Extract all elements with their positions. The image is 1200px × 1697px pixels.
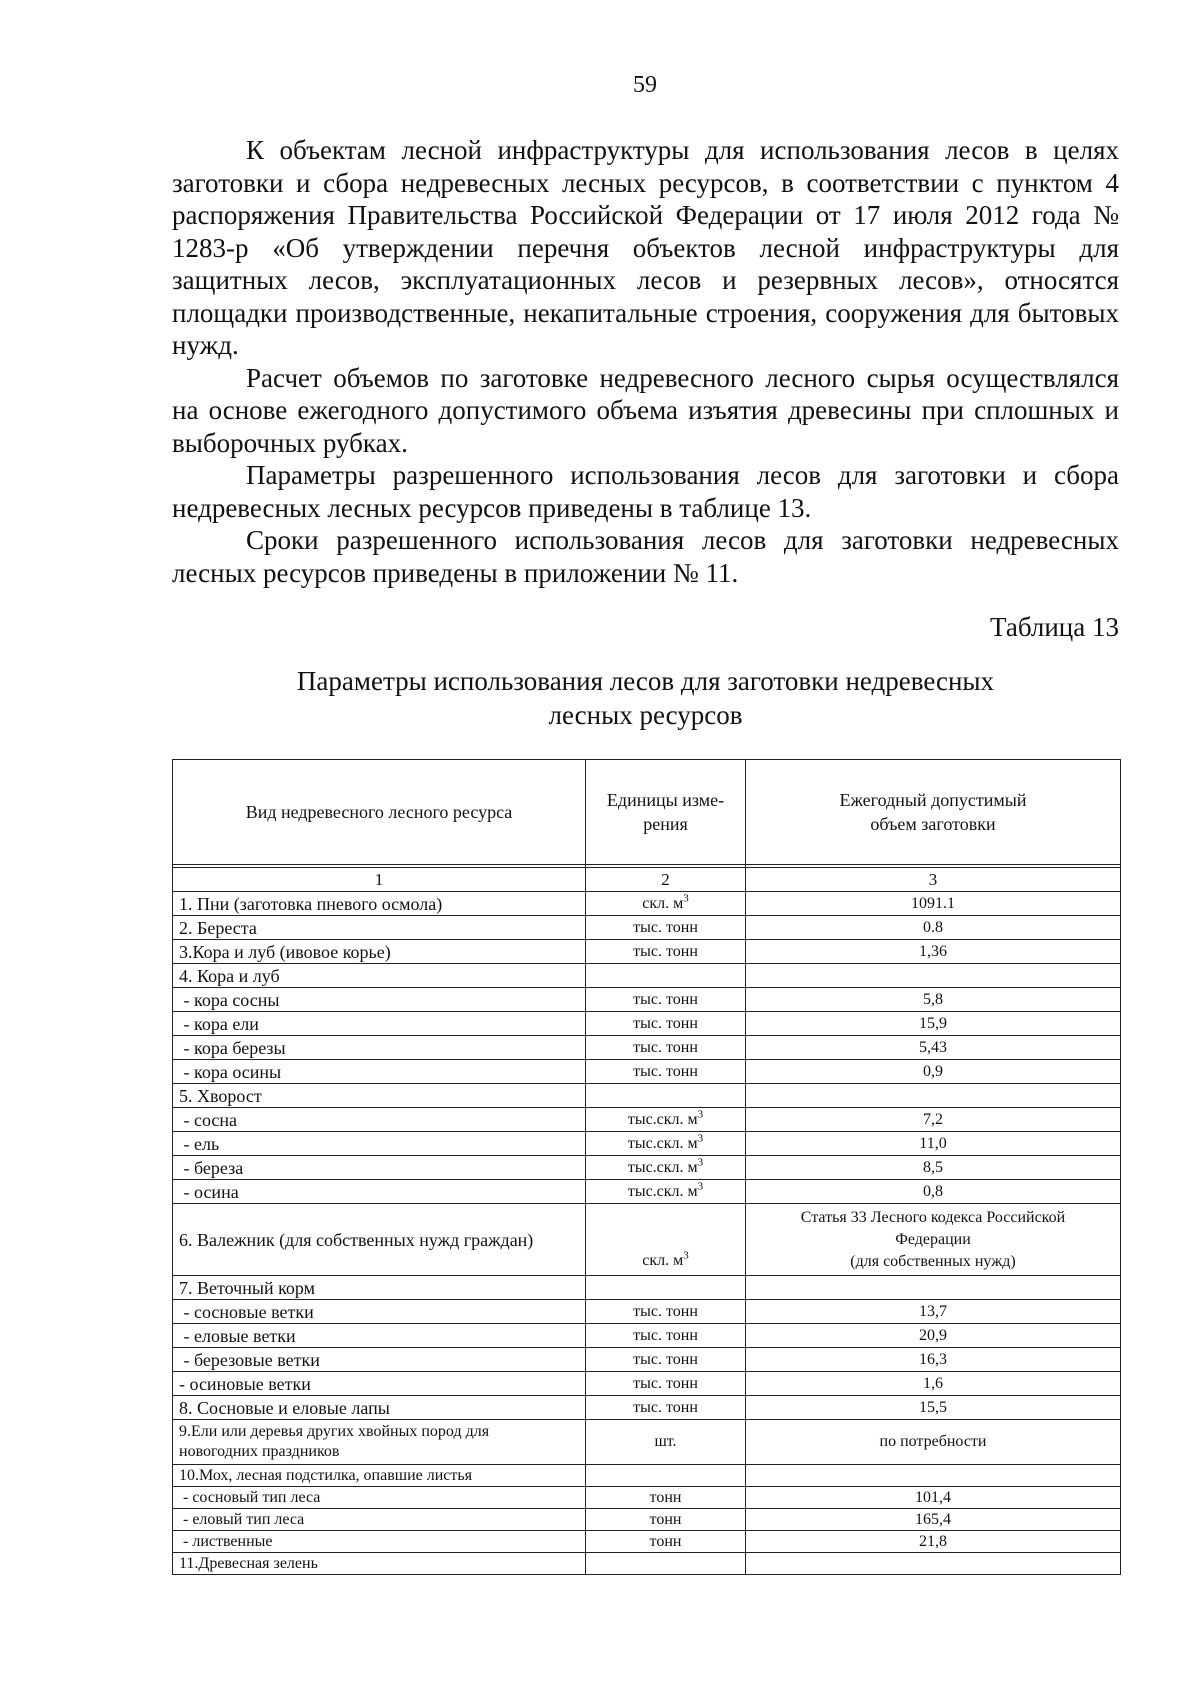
table-row xyxy=(173,1509,1121,1531)
resource-name: - сосновые ветки xyxy=(173,1300,586,1324)
table-body-b xyxy=(173,1276,1121,1420)
resource-unit xyxy=(586,1156,746,1180)
resource-volume xyxy=(746,964,1121,988)
unit-superscript: 3 xyxy=(697,1180,704,1193)
resource-unit xyxy=(586,1084,746,1108)
resource-volume xyxy=(746,1553,1121,1575)
volume-line: Статья 33 Лесного кодекса Российской xyxy=(800,1208,1066,1226)
resource-name: 1. Пни (заготовка пневого осмола) xyxy=(173,892,586,916)
unit-text: тыс.скл. м xyxy=(627,1182,698,1200)
table-row xyxy=(173,1531,1121,1553)
resource-unit xyxy=(586,1204,746,1276)
resource-unit xyxy=(586,916,746,940)
resource-volume: 8,5 xyxy=(746,1156,1121,1180)
header-volume-line: Ежегодный допустимый xyxy=(839,790,1027,810)
unit-text: тыс. тонн xyxy=(633,1398,698,1416)
resource-volume: 7,2 xyxy=(746,1108,1121,1132)
column-number: 2 xyxy=(586,868,746,892)
volume-line: (для собственных нужд) xyxy=(850,1252,1016,1270)
column-number: 1 xyxy=(173,868,586,892)
resource-unit xyxy=(586,1372,746,1396)
table-row xyxy=(173,1108,1121,1132)
resource-volume: 20,9 xyxy=(746,1324,1121,1348)
table-row xyxy=(173,1372,1121,1396)
resources-table xyxy=(172,759,1121,1575)
resource-volume: 21,8 xyxy=(746,1531,1121,1553)
table-title-line: Параметры использования лесов для заготовки недревесных xyxy=(296,666,995,696)
resource-name: - кора ели xyxy=(173,1012,586,1036)
resource-unit: шт. xyxy=(586,1420,746,1465)
table-row xyxy=(173,1060,1121,1084)
table-row xyxy=(173,1084,1121,1108)
resource-unit xyxy=(586,1531,746,1553)
unit-text: тонн xyxy=(649,1488,682,1506)
unit-text: тыс. тонн xyxy=(633,942,698,960)
unit-text: скл. м xyxy=(642,894,684,912)
resource-name: - сосна xyxy=(173,1108,586,1132)
unit-text: тыс. тонн xyxy=(633,1374,698,1392)
resource-unit xyxy=(586,1553,746,1575)
resource-name: - березовые ветки xyxy=(173,1348,586,1372)
resource-name: - еловые ветки xyxy=(173,1324,586,1348)
resource-name: - лиственные xyxy=(173,1531,586,1553)
resource-volume: 13,7 xyxy=(746,1300,1121,1324)
resource-unit xyxy=(586,1108,746,1132)
resource-volume: 1,6 xyxy=(746,1372,1121,1396)
unit-text: тыс. тонн xyxy=(633,1014,698,1032)
resource-unit xyxy=(586,1180,746,1204)
unit-text: тыс. тонн xyxy=(633,1038,698,1056)
resource-volume xyxy=(746,1276,1121,1300)
table-label: Таблица 13 xyxy=(990,612,1119,642)
unit-text: тыс. тонн xyxy=(633,1350,698,1368)
resource-name: - кора сосны xyxy=(173,988,586,1012)
unit-text: тыс. тонн xyxy=(633,1062,698,1080)
unit-superscript: 3 xyxy=(683,892,689,905)
resource-unit xyxy=(586,1060,746,1084)
table-row xyxy=(173,1396,1121,1420)
resource-volume: 165,4 xyxy=(746,1509,1121,1531)
resource-volume: 11,0 xyxy=(746,1132,1121,1156)
resource-name xyxy=(173,1420,586,1465)
resource-name-line: 9.Ели или деревья других хвойных пород для xyxy=(179,1423,490,1440)
unit-superscript: 3 xyxy=(697,1132,704,1145)
unit-text: тонн xyxy=(649,1510,682,1528)
resource-unit xyxy=(586,1396,746,1420)
resource-volume: 5,43 xyxy=(746,1036,1121,1060)
unit-text: тыс.скл. м xyxy=(627,1110,698,1128)
header-unit xyxy=(586,760,746,865)
table-title xyxy=(172,664,1119,732)
column-number-row xyxy=(173,868,1121,892)
unit-text: тыс.скл. м xyxy=(627,1134,698,1152)
volume-line: Федерации xyxy=(895,1230,971,1248)
body-text xyxy=(172,134,1119,589)
resource-name: 4. Кора и луб xyxy=(173,964,586,988)
resource-name: - береза xyxy=(173,1156,586,1180)
resource-name: 2. Береста xyxy=(173,916,586,940)
resource-volume xyxy=(746,1084,1121,1108)
table-body-c xyxy=(173,1465,1121,1575)
unit-text: тыс. тонн xyxy=(633,1302,698,1320)
resource-name: - кора березы xyxy=(173,1036,586,1060)
table-row xyxy=(173,988,1121,1012)
page-number: 59 xyxy=(633,72,657,98)
resource-volume: 1,36 xyxy=(746,940,1121,964)
table-row xyxy=(173,1180,1121,1204)
column-number: 3 xyxy=(746,868,1121,892)
resource-unit xyxy=(586,1348,746,1372)
resource-unit xyxy=(586,988,746,1012)
table-title-line: лесных ресурсов xyxy=(548,700,743,730)
resource-volume xyxy=(746,1204,1121,1276)
resource-volume: 16,3 xyxy=(746,1348,1121,1372)
paragraph: Параметры разрешенного использования лесов для заготовки и сбора недревесных лесных ресурсов приведены в таблице 13. xyxy=(172,460,1119,523)
unit-text: тыс. тонн xyxy=(633,918,698,936)
table-row xyxy=(173,1487,1121,1509)
table-row xyxy=(173,1324,1121,1348)
resource-name: - сосновый тип леса xyxy=(173,1487,586,1509)
table-row xyxy=(173,1348,1121,1372)
resource-name: - осиновые ветки xyxy=(173,1372,586,1396)
resource-unit xyxy=(586,1036,746,1060)
unit-text: тонн xyxy=(649,1532,682,1550)
resource-unit xyxy=(586,892,746,916)
resource-name: - кора осины xyxy=(173,1060,586,1084)
resource-volume: 1091.1 xyxy=(746,892,1121,916)
table-row xyxy=(173,1553,1121,1575)
resource-unit xyxy=(586,940,746,964)
paragraph: Расчет объемов по заготовке недревесного лесного сырья осуществлялся на основе ежегодного допустимого объема изъятия древесины при сплошных и выборочных рубках. xyxy=(172,362,1119,458)
resource-unit xyxy=(586,1324,746,1348)
table-row xyxy=(173,1156,1121,1180)
unit-superscript: 3 xyxy=(683,1249,689,1262)
table-row xyxy=(173,916,1121,940)
resource-name: - еловый тип леса xyxy=(173,1509,586,1531)
resource-name: - ель xyxy=(173,1132,586,1156)
table-row xyxy=(173,964,1121,988)
resource-name: 7. Веточный корм xyxy=(173,1276,586,1300)
resource-volume: 0,9 xyxy=(746,1060,1121,1084)
resource-volume: по потребности xyxy=(746,1420,1121,1465)
resource-volume: 0,8 xyxy=(746,1180,1121,1204)
unit-text: скл. м xyxy=(642,1252,684,1269)
resource-volume xyxy=(746,1465,1121,1487)
header-resource-type: Вид недревесного лесного ресурса xyxy=(173,760,586,865)
table-row xyxy=(173,1300,1121,1324)
unit-text: тыс. тонн xyxy=(633,1326,698,1344)
resource-unit xyxy=(586,1465,746,1487)
resource-volume: 5,8 xyxy=(746,988,1121,1012)
resource-name: 3.Кора и луб (ивовое корье) xyxy=(173,940,586,964)
resource-name: 6. Валежник (для собственных нужд граждан) xyxy=(173,1204,586,1276)
resource-unit xyxy=(586,964,746,988)
resource-name: 5. Хворост xyxy=(173,1084,586,1108)
table-row xyxy=(173,1420,1121,1465)
paragraph: Сроки разрешенного использования лесов для заготовки недревесных лесных ресурсов приведены в приложении № 11. xyxy=(172,525,1119,588)
resource-name: 11.Древесная зелень xyxy=(173,1553,586,1575)
resource-volume: 15,9 xyxy=(746,1012,1121,1036)
table-row xyxy=(173,1036,1121,1060)
header-volume-line: объем заготовки xyxy=(870,814,996,834)
resource-name: 10.Мох, лесная подстилка, опавшие листья xyxy=(173,1465,586,1487)
table-row xyxy=(173,1012,1121,1036)
resource-unit xyxy=(586,1276,746,1300)
table-row xyxy=(173,1204,1121,1276)
resource-volume: 0.8 xyxy=(746,916,1121,940)
table-row xyxy=(173,892,1121,916)
unit-superscript: 3 xyxy=(697,1156,704,1169)
resource-volume: 15,5 xyxy=(746,1396,1121,1420)
table-header-row xyxy=(173,760,1121,865)
resource-name: 8. Сосновые и еловые лапы xyxy=(173,1396,586,1420)
table-row xyxy=(173,940,1121,964)
unit-text: тыс. тонн xyxy=(633,990,698,1008)
table-row xyxy=(173,1276,1121,1300)
resource-name-line: новогодних праздников xyxy=(179,1443,340,1460)
header-unit-line: Единицы изме- xyxy=(606,790,725,810)
resource-name: - осина xyxy=(173,1180,586,1204)
resource-unit xyxy=(586,1300,746,1324)
resource-unit xyxy=(586,1509,746,1531)
resource-unit xyxy=(586,1012,746,1036)
header-annual-volume xyxy=(746,760,1121,865)
resource-unit xyxy=(586,1132,746,1156)
unit-superscript: 3 xyxy=(697,1108,704,1121)
header-unit-line: рения xyxy=(643,814,688,834)
unit-text: тыс.скл. м xyxy=(627,1158,698,1176)
resource-volume: 101,4 xyxy=(746,1487,1121,1509)
table-body-a xyxy=(173,892,1121,1204)
resource-unit xyxy=(586,1487,746,1509)
paragraph: К объектам лесной инфраструктуры для использования лесов в целях заготовки и сбора недревесных лесных ресурсов, в соответствии с пунктом 4 распоряжения Правительства Российской Федерации от 17 июля 2012 года № 1283-р «Об утверждении перечня объектов лесной инфраструктуры для защитных лесов, эксплуатационных лесов и резервных лесов», относятся площадки производственные, некапитальные строения, сооружения для бытовых нужд. xyxy=(172,135,1119,360)
table-row xyxy=(173,1465,1121,1487)
table-row xyxy=(173,1132,1121,1156)
